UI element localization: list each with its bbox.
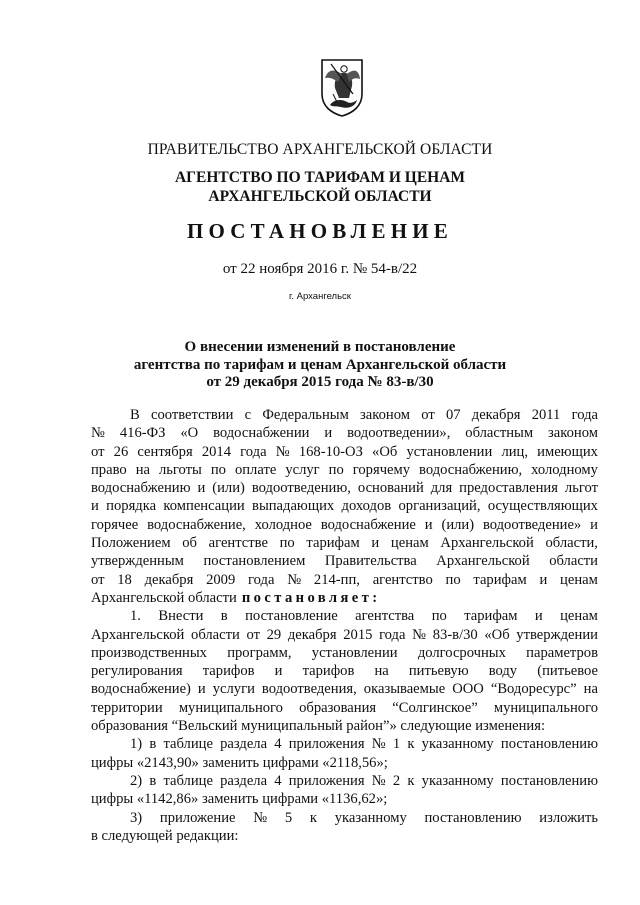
body-line: образования “Вельский муниципальный район”» следующие изменения:	[91, 718, 546, 735]
body-line: Положением об агентстве по тарифам и ценам Архангельской области,	[91, 535, 598, 552]
body-line: 1. Внести в постановление агентства по тарифам и ценам	[130, 608, 598, 625]
body-line: регулирования тарифов и тарифов на питьевую воду (питьевое	[91, 663, 598, 680]
document-type-title: ПОСТАНОВЛЕНИЕ	[186, 219, 454, 243]
government-name: ПРАВИТЕЛЬСТВО АРХАНГЕЛЬСКОЙ ОБЛАСТИ	[147, 141, 493, 158]
body-line: В соответствии с Федеральным законом от 07 декабря 2011 года	[130, 407, 598, 423]
body-line: территории муниципального образования “Солгинское” муниципального	[91, 699, 598, 716]
body-line: право на льготы по оплате услуг по горячему водоснабжению, холодному	[91, 461, 598, 478]
body-line: 1) в таблице раздела 4 приложения № 1 к указанному постановлению	[130, 736, 598, 753]
body-line: № 416-ФЗ «О водоснабжении и водоотведении», областным законом	[91, 425, 598, 442]
body-line	[91, 589, 598, 607]
body-line: горячее водоснабжение, холодное водоснабжение и (или) водоотведение» и	[91, 516, 598, 533]
body-line: водоснабжение) и услуги водоотведения, оказываемые ООО “Водоресурс” на	[91, 681, 598, 698]
body-line: производственных программ, установлении долгосрочных параметров	[91, 644, 598, 661]
body-line: цифры «2143,90» заменить цифрами «2118,56»;	[91, 754, 388, 771]
coat-of-arms-emblem	[319, 58, 365, 118]
subject-line: от 29 декабря 2015 года № 83-в/30	[206, 374, 434, 390]
document-city: г. Архангельск	[289, 291, 351, 302]
document-subject	[0, 339, 640, 392]
document-body	[91, 406, 598, 845]
body-line: Архангельской области от 29 декабря 2015 года № 83-в/30 «Об утверждении	[91, 626, 598, 643]
decree-keyword: постановляет:	[241, 589, 381, 606]
body-line: 2) в таблице раздела 4 приложения № 2 к указанному постановлению	[130, 772, 598, 789]
body-line: от 18 декабря 2009 года № 214-пп, агентство по тарифам и ценам	[91, 571, 598, 588]
archangel-emblem-icon	[319, 58, 365, 118]
agency-name-line: АГЕНТСТВО ПО ТАРИФАМ И ЦЕНАМ	[174, 169, 466, 186]
body-line: в следующей редакции:	[91, 827, 239, 844]
subject-line: агентства по тарифам и ценам Архангельской области	[133, 356, 507, 373]
body-line: водоснабжению и (или) водоотведению, оснований для предоставления льгот	[91, 480, 598, 497]
body-line: от 26 сентября 2014 года № 168-10-ОЗ «Об установлении лиц, имеющих	[91, 443, 598, 460]
body-line: 3) приложение № 5 к указанному постановлению изложить	[130, 809, 598, 826]
body-line-text: Архангельской области	[91, 589, 237, 606]
body-line: утвержденным постановлением Правительства Архангельской области	[91, 553, 598, 570]
document-date-number: от 22 ноября 2016 г. № 54-в/22	[222, 261, 418, 277]
body-line: и порядка компенсации выпадающих доходов организаций, осуществляющих	[91, 498, 598, 515]
body-line: цифры «1142,86» заменить цифрами «1136,62»;	[91, 791, 388, 808]
subject-line: О внесении изменений в постановление	[184, 339, 456, 355]
agency-name	[0, 168, 640, 206]
agency-name-line: АРХАНГЕЛЬСКОЙ ОБЛАСТИ	[208, 188, 432, 205]
